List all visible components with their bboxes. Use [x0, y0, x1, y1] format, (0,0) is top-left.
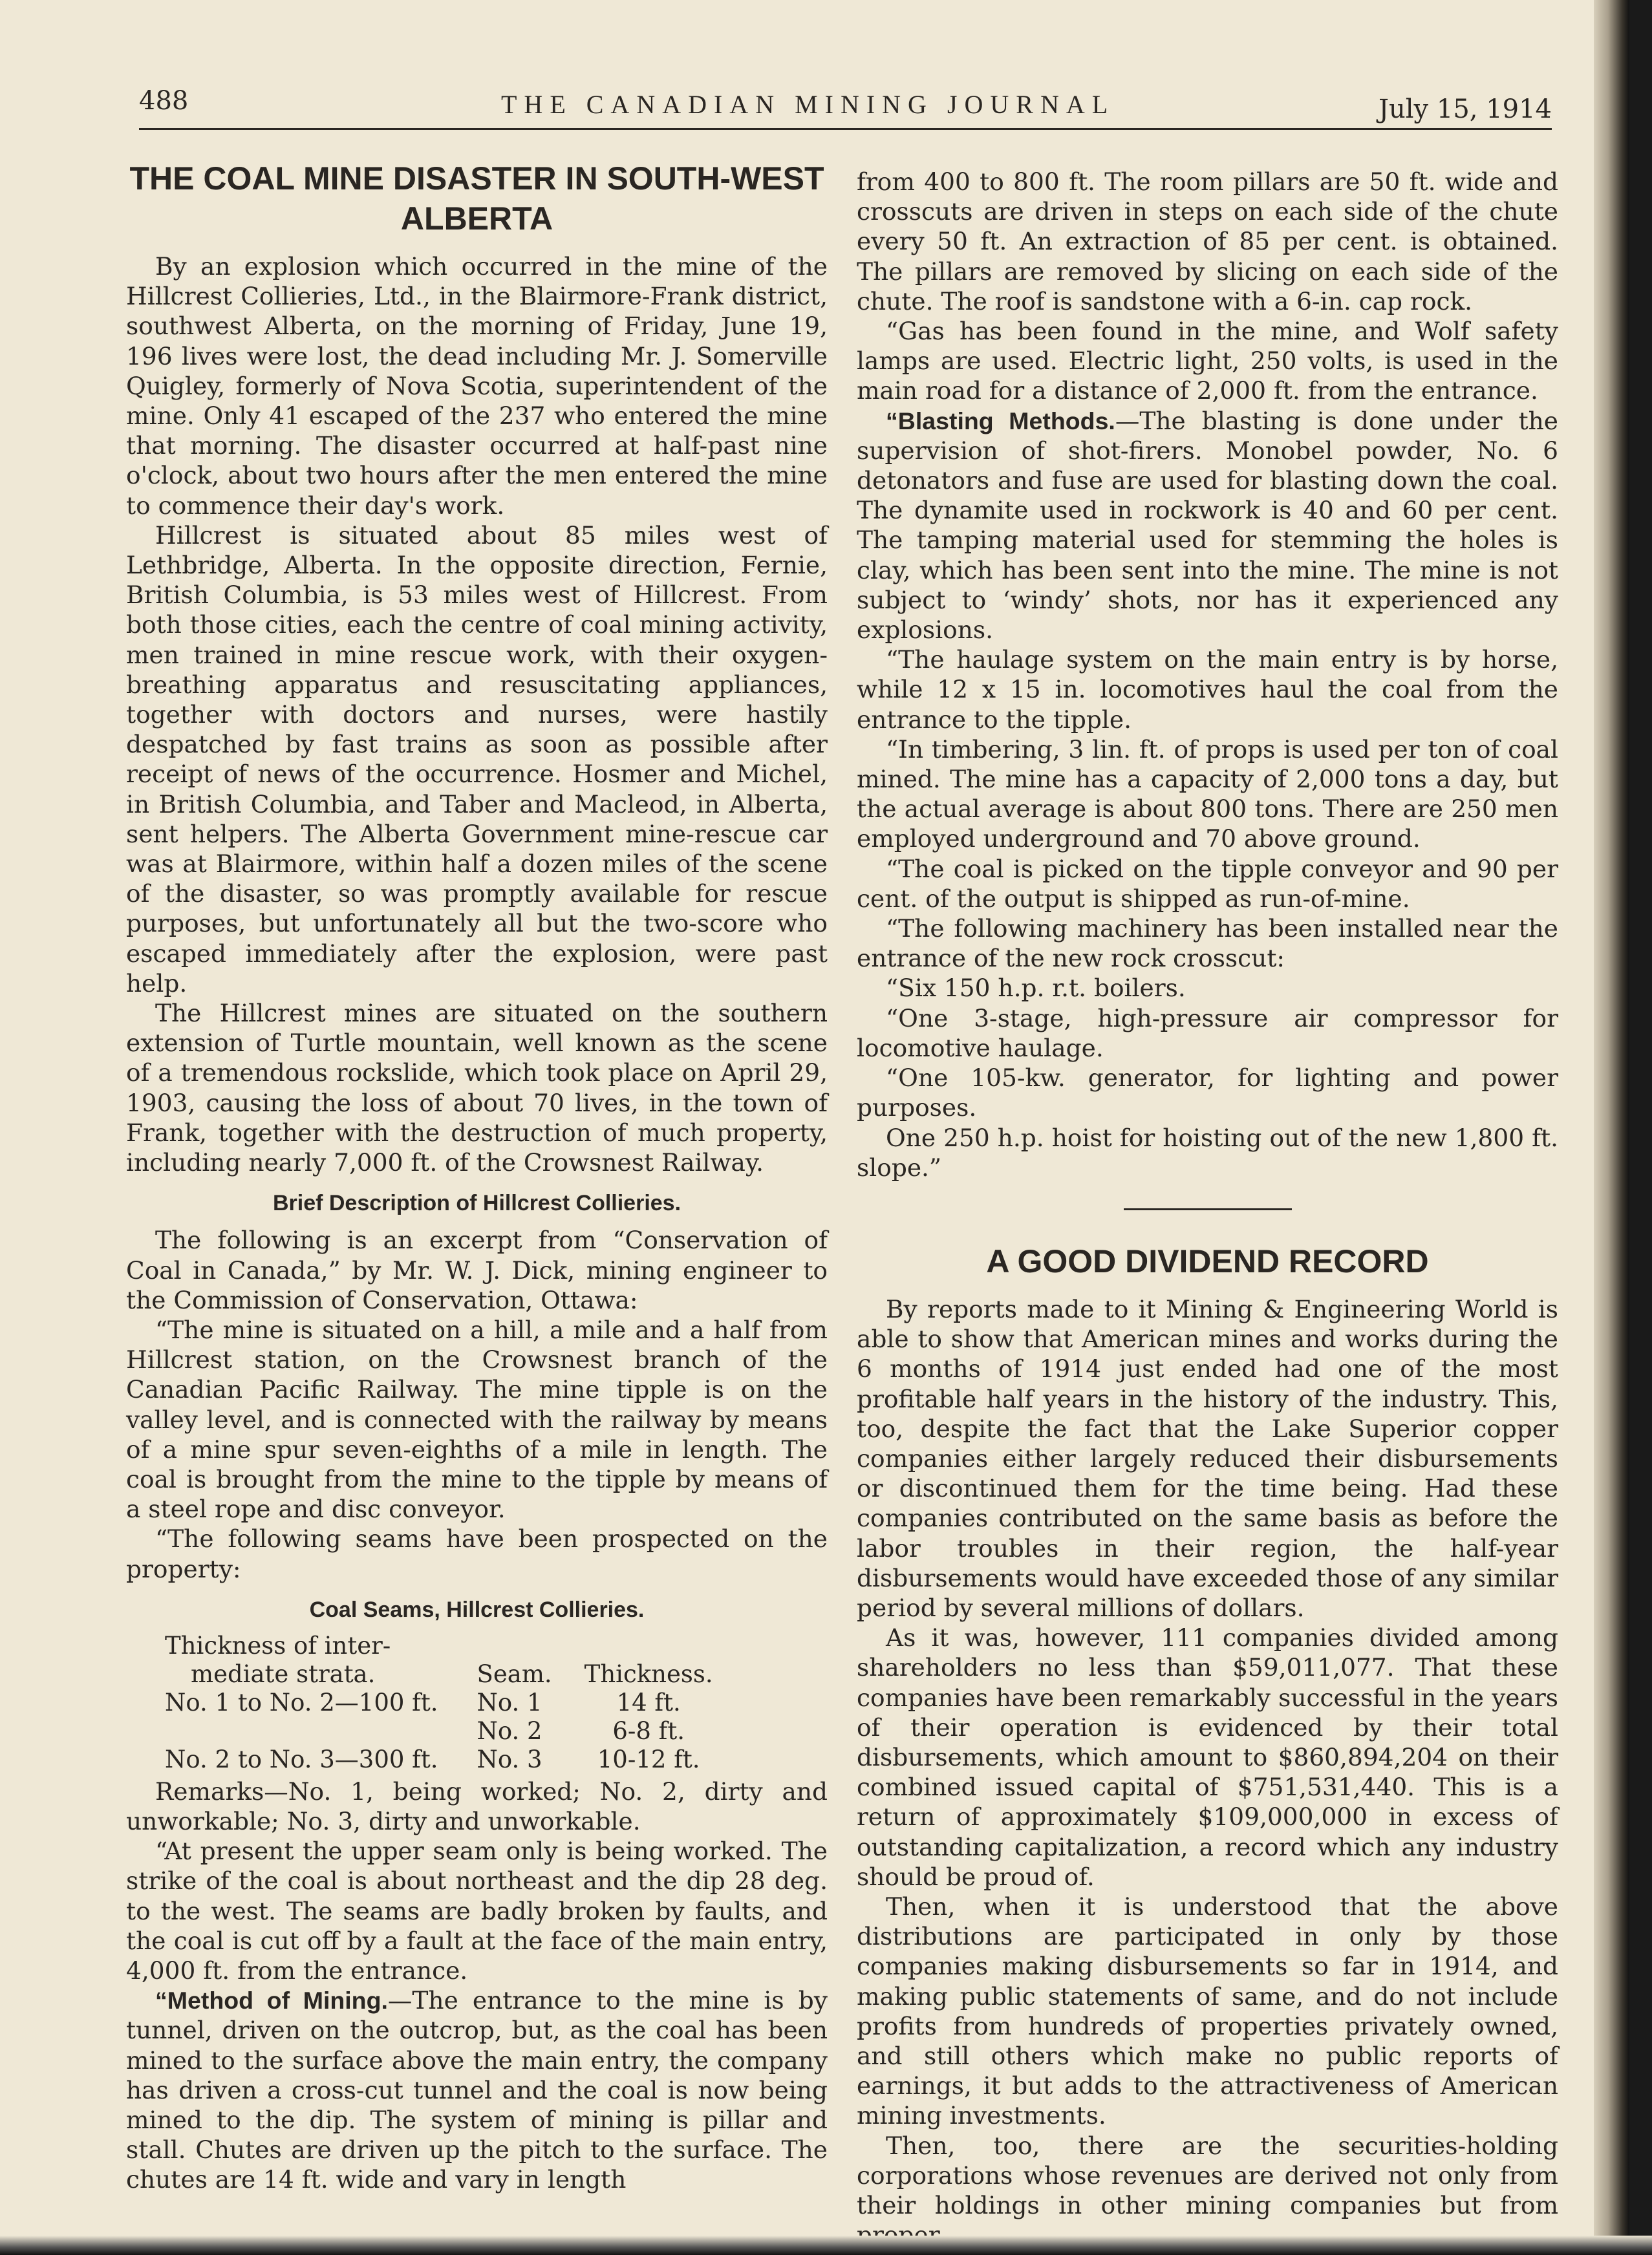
table-cell: 10-12 ft. [597, 1745, 700, 1773]
table-row [165, 1746, 726, 1774]
paragraph: “The mine is situated on a hill, a mile and a half from Hillcrest station, on the Crowsnest branch of the Canadian Pacific Railway. The mine tipple is on the valley level, and is connected with the railway by means of a mine spur seven-eighths of a mile in length. The coal is brought from the mine to the tipple by means of a steel rope and disc conveyor. [126, 1315, 828, 1524]
table-cell: 6-8 ft. [612, 1716, 685, 1745]
paragraph: One 250 h.p. hoist for hoisting out of the new 1,800 ft. slope.” [857, 1123, 1558, 1182]
table-row [165, 1689, 726, 1717]
lead-in: “Blasting Methods. [886, 407, 1115, 434]
table-header: Thickness of inter- mediate strata. [165, 1631, 391, 1688]
table-cell: No. 1 [477, 1688, 542, 1716]
paragraph: “In timbering, 3 lin. ft. of props is used per ton of coal mined. The mine has a capacity of 2,000 tons a day, but the actual average is about 800 tons. There are 250 men employed underground and 70 above ground. [857, 734, 1558, 853]
page-number: 488 [139, 86, 189, 116]
page-spine-shadow [1594, 0, 1629, 2255]
left-column [126, 158, 828, 2195]
paragraph: “At present the upper seam only is being worked. The strike of the coal is about northeast and the dip 28 deg. to the west. The seams are badly broken by faults, and the coal is cut off by a fault at the face of the main entry, 4,000 ft. from the entrance. [126, 1837, 828, 1985]
table-header-row [165, 1632, 726, 1689]
table-row [165, 1717, 726, 1746]
table-cell: No. 3 [477, 1745, 542, 1773]
lead-in: “Method of Mining. [155, 1987, 388, 2015]
subheading-coal-seams: Coal Seams, Hillcrest Collieries. [309, 1597, 645, 1622]
paragraph: from 400 to 800 ft. The room pillars are 50 ft. wide and crosscuts are driven in steps on each side of the chute every 50 ft. An extraction of 85 per cent. is obtained. The pillars are removed by slicing on each side of the chute. The roof is sandstone with a 6-in. cap rock. [857, 167, 1558, 315]
paragraph: Hillcrest is situated about 85 miles west of Lethbridge, Alberta. In the opposite direction, Fernie, British Columbia, is 53 miles west of Hillcrest. From both those cities, each the centre of coal mining activity, men trained in mine rescue work, with their oxygen-breathing apparatus and resuscitating appliances, together with doctors and nurses, were hastily despatched by fast trains as soon as possible after receipt of news of the occurrence. Hosmer and Michel, in British Columbia, and Taber and Macleod, in Alberta, sent helpers. The Alberta Government mine-rescue car was at Blairmore, within half a dozen miles of the scene of the disaster, so was promptly available for rescue purposes, but unfortunately all but the two-score who escaped immediately after the explosion, were past help. [126, 520, 828, 998]
table-cell: 14 ft. [616, 1688, 681, 1716]
paragraph: “The coal is picked on the tipple conveyor and 90 per cent. of the output is shipped as run-of-mine. [857, 854, 1558, 913]
paragraph: By reports made to it Mining & Engineering World is able to show that American mines and works during the 6 months of 1914 just ended had one of the most profitable half years in the history of the industry. This, too, despite the fact that the Lake Superior copper companies either largely reduced their disbursements or discontinued them for the time being. Had these companies contributed on the same basis as before the labor troubles in their region, the half-year disbursements would have exceeded those of any similar period by several millions of dollars. [857, 1294, 1558, 1622]
paragraph: “The haulage system on the main entry is by horse, while 12 x 15 in. locomotives haul the coal from the entrance to the tipple. [857, 645, 1558, 734]
paragraph: “The following seams have been prospected on the property: [126, 1524, 828, 1583]
paragraph: “The following machinery has been installed near the entrance of the new rock crosscut: [857, 914, 1558, 973]
paragraph: Then, too, there are the securities-holding corporations whose revenues are derived not only from their holdings in other mining companies but from [857, 2131, 1558, 2219]
paragraph: By an explosion which occurred in the mine of the Hillcrest Collieries, Ltd., in the Blairmore-Frank district, southwest Alberta, on the morning of Friday, June 19, 196 lives were lost, the dead including Mr. J. Somerville Quigley, formerly of Nova Scotia, superintendent of the mine. Only 41 escaped of the 237 who entered the mine that morning. The disaster occurred at half-past nine o'clock, about two hours after the men entered the mine to commence their day's work. [126, 252, 828, 520]
table-cell: No. 2 [477, 1716, 542, 1745]
right-column [857, 167, 1558, 2250]
paragraph: “Blasting Methods.—The blasting is done under the supervision of shot-firers. Monobel powder, No. 6 detonators and fuse are used for blasting down the coal. The dynamite used in rockwork is 40 and 60 per cent. The tamping material used for stemming the holes is clay, which has been sent into the mine. The mine is not subject to ‘windy’ shots, nor has it experienced any explosions. [857, 406, 1558, 645]
paragraph: The following is an excerpt from “Conservation of Coal in Canada,” by Mr. W. J. Dick, mining engineer to the Commission of Conservation, Ottawa: [126, 1226, 828, 1314]
paragraph: Remarks—No. 1, being worked; No. 2, dirty and unworkable; No. 3, dirty and unworkable. [126, 1777, 828, 1835]
issue-date: July 15, 1914 [1378, 94, 1552, 124]
page-header [139, 83, 1552, 130]
coal-seams-table [165, 1632, 828, 1774]
paragraph: “Six 150 h.p. r.t. boilers. [886, 974, 1186, 1003]
paragraph: The Hillcrest mines are situated on the southern extension of Turtle mountain, well known as the scene of a tremendous rockslide, which took place on April 29, 1903, causing the loss of about 70 lives, in the town of Frank, together with the destruction of much property, including nearly 7,000 ft. of the Crowsnest Railway. [126, 999, 828, 1177]
table-header: Seam. [477, 1660, 552, 1688]
section-divider [1124, 1208, 1292, 1210]
table-cell: No. 1 to No. 2—100 ft. [165, 1688, 438, 1716]
paragraph: “One 3-stage, high-pressure air compressor for locomotive haulage. [857, 1003, 1558, 1062]
table-header: Thickness. [584, 1660, 713, 1688]
article-title-dividend-record: A GOOD DIVIDEND RECORD [986, 1243, 1429, 1279]
paragraph: “Method of Mining.—The entrance to the mine is by tunnel, driven on the outcrop, but, as the coal has been mined to the surface above the main entry, the company has driven a cross-cut tunnel and the coal is now being mined to the dip. The system of mining is pillar and stall. Chutes are driven up the pitch to the surface. The chutes are 14 ft. wide and vary in length [126, 1986, 828, 2194]
subheading-brief-description: Brief Description of Hillcrest Collieries. [272, 1191, 681, 1216]
page-bottom-edge [0, 2236, 1652, 2255]
journal-title: THE CANADIAN MINING JOURNAL [501, 90, 1115, 119]
article-title-coal-mine-disaster: THE COAL MINE DISASTER IN SOUTH-WEST ALBERTA [129, 160, 824, 237]
paragraph: Then, when it is understood that the above distributions are participated in only by those companies making disbursements so far in 1914, and making public statements of same, and do not include profits from hundreds of properties privately owned, and still others which make no public reports of earnings, it but adds to the attractiveness of American mining investments. [857, 1892, 1558, 2130]
paragraph: As it was, however, 111 companies divided among shareholders no less than $59,011,077. That these companies have been remarkably successful in the years of their operation is evidenced by their total disbursements, which amount to $860,894,204 on their combined issued capital of $751,531,440. This is a return of approximately $109,000,000 in excess of outstanding capitalization, a record which any industry should be proud of. [857, 1623, 1558, 1891]
paragraph: “One 105-kw. generator, for lighting and power purposes. [857, 1063, 1558, 1122]
table-cell: No. 2 to No. 3—300 ft. [165, 1745, 438, 1773]
paragraph: “Gas has been found in the mine, and Wolf safety lamps are used. Electric light, 250 volts, is used in the main road for a distance of 2,000 ft. from the entrance. [857, 317, 1558, 405]
table-cell [165, 1717, 451, 1746]
